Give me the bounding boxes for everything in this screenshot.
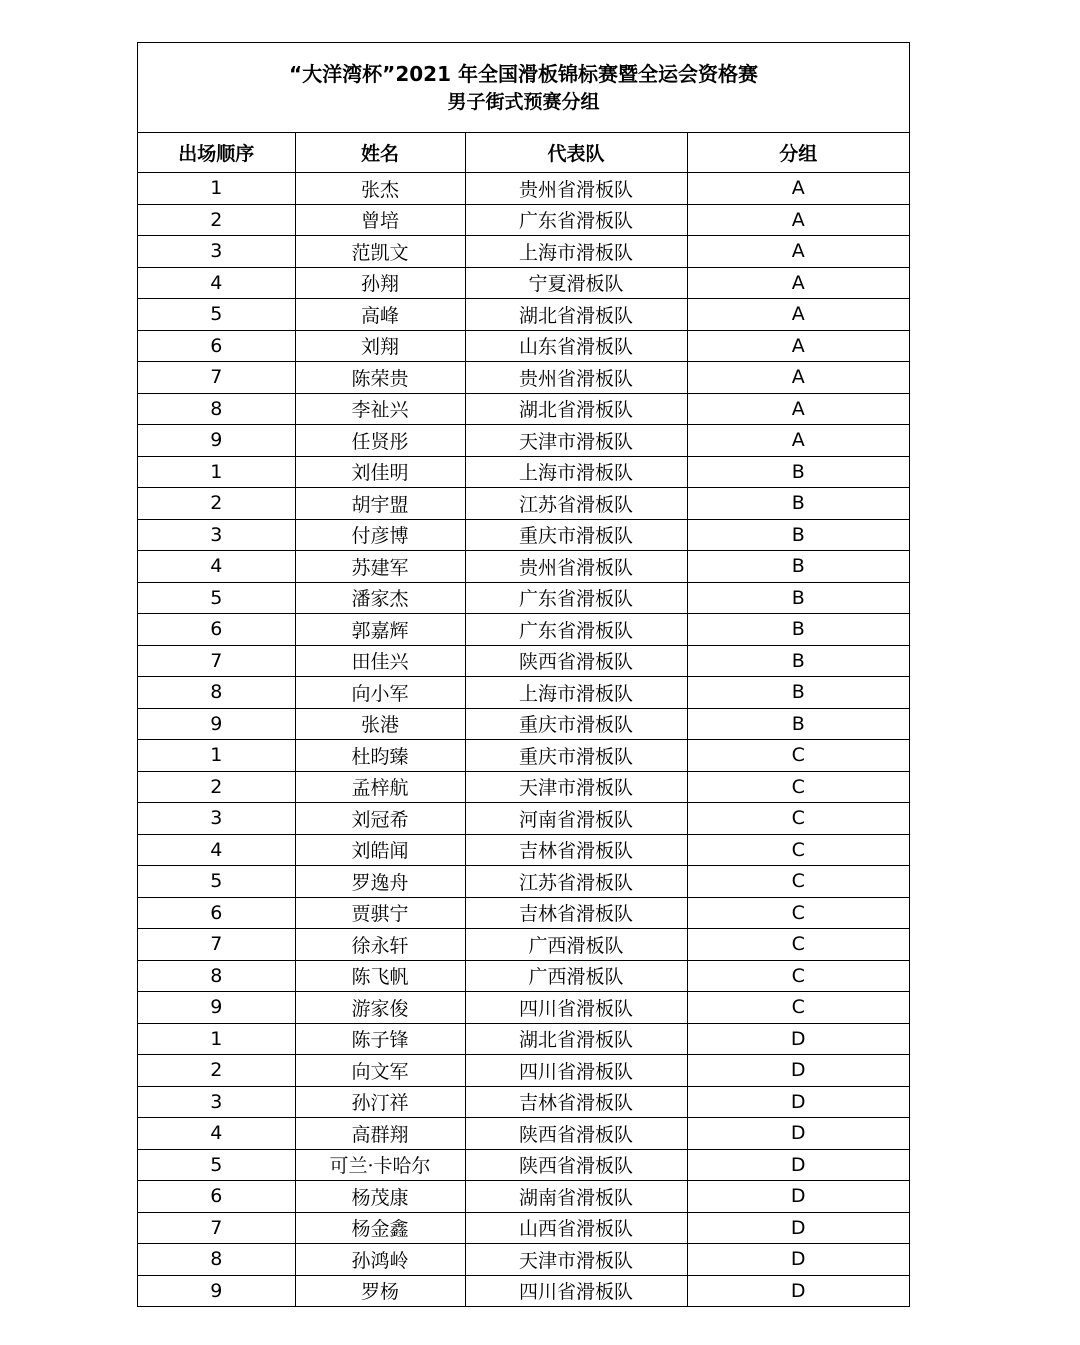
table-row	[138, 929, 909, 961]
group-cell: A	[687, 236, 909, 268]
athlete-name-cell: 陈飞帆	[295, 960, 465, 992]
document-title: “大洋湾杯”2021 年全国滑板锦标赛暨全运会资格赛	[289, 61, 758, 86]
athlete-name-cell: 贾骐宁	[295, 897, 465, 929]
table-row	[138, 299, 909, 331]
group-cell: B	[687, 519, 909, 551]
athlete-name-cell: 胡宇盟	[295, 488, 465, 520]
team-cell: 陕西省滑板队	[465, 1149, 687, 1181]
athlete-name-cell: 孙汀祥	[295, 1086, 465, 1118]
table-row	[138, 236, 909, 268]
group-cell: B	[687, 708, 909, 740]
order-cell: 7	[138, 929, 295, 961]
athlete-name-cell: 孙鸿岭	[295, 1244, 465, 1276]
team-cell: 上海市滑板队	[465, 677, 687, 709]
order-cell: 8	[138, 677, 295, 709]
athlete-name-cell: 杨茂康	[295, 1181, 465, 1213]
group-cell: A	[687, 204, 909, 236]
table-row	[138, 897, 909, 929]
group-cell: A	[687, 267, 909, 299]
group-cell: B	[687, 614, 909, 646]
order-cell: 9	[138, 708, 295, 740]
group-cell: D	[687, 1212, 909, 1244]
group-cell: C	[687, 740, 909, 772]
athlete-name-cell: 范凯文	[295, 236, 465, 268]
team-cell: 湖北省滑板队	[465, 393, 687, 425]
team-cell: 天津市滑板队	[465, 425, 687, 457]
order-cell: 6	[138, 1181, 295, 1213]
order-cell: 4	[138, 1118, 295, 1150]
order-cell: 7	[138, 1212, 295, 1244]
athlete-name-cell: 陈子锋	[295, 1023, 465, 1055]
team-cell: 广西滑板队	[465, 960, 687, 992]
table-row	[138, 1086, 909, 1118]
athlete-name-cell: 罗逸舟	[295, 866, 465, 898]
table-row	[138, 645, 909, 677]
athlete-name-cell: 付彦博	[295, 519, 465, 551]
table-row	[138, 519, 909, 551]
table-row	[138, 1055, 909, 1087]
order-cell: 9	[138, 425, 295, 457]
order-cell: 2	[138, 488, 295, 520]
group-cell: C	[687, 771, 909, 803]
team-cell: 河南省滑板队	[465, 803, 687, 835]
team-cell: 广东省滑板队	[465, 204, 687, 236]
schedule-document	[137, 42, 910, 1307]
athlete-name-cell: 杨金鑫	[295, 1212, 465, 1244]
group-table	[138, 133, 909, 1306]
table-row	[138, 1149, 909, 1181]
order-cell: 3	[138, 803, 295, 835]
order-cell: 6	[138, 897, 295, 929]
team-cell: 四川省滑板队	[465, 992, 687, 1024]
order-cell: 3	[138, 1086, 295, 1118]
table-row	[138, 992, 909, 1024]
athlete-name-cell: 罗杨	[295, 1275, 465, 1306]
table-row	[138, 267, 909, 299]
group-cell: D	[687, 1023, 909, 1055]
table-row	[138, 1275, 909, 1306]
group-cell: D	[687, 1149, 909, 1181]
team-cell: 重庆市滑板队	[465, 708, 687, 740]
order-cell: 4	[138, 551, 295, 583]
athlete-name-cell: 苏建军	[295, 551, 465, 583]
group-cell: A	[687, 173, 909, 205]
table-row	[138, 866, 909, 898]
table-row	[138, 582, 909, 614]
athlete-name-cell: 刘佳明	[295, 456, 465, 488]
athlete-name-cell: 徐永轩	[295, 929, 465, 961]
group-cell: A	[687, 362, 909, 394]
table-row	[138, 1212, 909, 1244]
team-cell: 湖北省滑板队	[465, 1023, 687, 1055]
table-row	[138, 960, 909, 992]
header-name: 姓名	[295, 133, 465, 173]
team-cell: 广东省滑板队	[465, 614, 687, 646]
order-cell: 1	[138, 1023, 295, 1055]
group-cell: D	[687, 1181, 909, 1213]
table-row	[138, 551, 909, 583]
group-cell: D	[687, 1275, 909, 1306]
group-cell: A	[687, 330, 909, 362]
table-row	[138, 1181, 909, 1213]
team-cell: 贵州省滑板队	[465, 173, 687, 205]
table-row	[138, 1244, 909, 1276]
table-row	[138, 488, 909, 520]
team-cell: 天津市滑板队	[465, 771, 687, 803]
team-cell: 江苏省滑板队	[465, 866, 687, 898]
athlete-name-cell: 杜昀臻	[295, 740, 465, 772]
athlete-name-cell: 孟梓航	[295, 771, 465, 803]
athlete-name-cell: 陈荣贵	[295, 362, 465, 394]
group-cell: A	[687, 393, 909, 425]
athlete-name-cell: 游家俊	[295, 992, 465, 1024]
group-cell: D	[687, 1086, 909, 1118]
table-row	[138, 173, 909, 205]
order-cell: 1	[138, 740, 295, 772]
athlete-name-cell: 刘冠希	[295, 803, 465, 835]
athlete-name-cell: 向小军	[295, 677, 465, 709]
order-cell: 9	[138, 992, 295, 1024]
athlete-name-cell: 任贤彤	[295, 425, 465, 457]
athlete-name-cell: 孙翔	[295, 267, 465, 299]
team-cell: 重庆市滑板队	[465, 519, 687, 551]
table-row	[138, 393, 909, 425]
team-cell: 广西滑板队	[465, 929, 687, 961]
athlete-name-cell: 曾培	[295, 204, 465, 236]
athlete-name-cell: 可兰·卡哈尔	[295, 1149, 465, 1181]
order-cell: 5	[138, 1149, 295, 1181]
table-row	[138, 456, 909, 488]
order-cell: 1	[138, 456, 295, 488]
group-cell: C	[687, 897, 909, 929]
team-cell: 广东省滑板队	[465, 582, 687, 614]
order-cell: 1	[138, 173, 295, 205]
order-cell: 9	[138, 1275, 295, 1306]
athlete-name-cell: 田佳兴	[295, 645, 465, 677]
group-cell: D	[687, 1244, 909, 1276]
order-cell: 5	[138, 299, 295, 331]
title-block	[138, 43, 909, 133]
athlete-name-cell: 张港	[295, 708, 465, 740]
athlete-name-cell: 潘家杰	[295, 582, 465, 614]
team-cell: 陕西省滑板队	[465, 645, 687, 677]
group-cell: C	[687, 992, 909, 1024]
table-row	[138, 362, 909, 394]
document-subtitle: 男子街式预赛分组	[447, 90, 600, 113]
team-cell: 贵州省滑板队	[465, 551, 687, 583]
table-row	[138, 677, 909, 709]
athlete-name-cell: 刘翔	[295, 330, 465, 362]
order-cell: 4	[138, 834, 295, 866]
team-cell: 陕西省滑板队	[465, 1118, 687, 1150]
group-cell: A	[687, 299, 909, 331]
group-cell: D	[687, 1118, 909, 1150]
athlete-name-cell: 郭嘉辉	[295, 614, 465, 646]
team-cell: 吉林省滑板队	[465, 834, 687, 866]
order-cell: 2	[138, 771, 295, 803]
header-order: 出场顺序	[138, 133, 295, 173]
team-cell: 吉林省滑板队	[465, 897, 687, 929]
athlete-name-cell: 刘皓闻	[295, 834, 465, 866]
order-cell: 8	[138, 960, 295, 992]
group-cell: A	[687, 425, 909, 457]
order-cell: 7	[138, 645, 295, 677]
team-cell: 上海市滑板队	[465, 236, 687, 268]
group-cell: C	[687, 960, 909, 992]
order-cell: 5	[138, 866, 295, 898]
group-cell: B	[687, 456, 909, 488]
athlete-name-cell: 张杰	[295, 173, 465, 205]
table-row	[138, 330, 909, 362]
group-cell: C	[687, 866, 909, 898]
team-cell: 四川省滑板队	[465, 1275, 687, 1306]
order-cell: 8	[138, 1244, 295, 1276]
table-row	[138, 614, 909, 646]
table-row	[138, 834, 909, 866]
table-row	[138, 740, 909, 772]
table-row	[138, 1118, 909, 1150]
order-cell: 3	[138, 236, 295, 268]
team-cell: 四川省滑板队	[465, 1055, 687, 1087]
order-cell: 6	[138, 614, 295, 646]
order-cell: 8	[138, 393, 295, 425]
order-cell: 4	[138, 267, 295, 299]
team-cell: 贵州省滑板队	[465, 362, 687, 394]
table-row	[138, 771, 909, 803]
header-row	[138, 133, 909, 173]
group-cell: B	[687, 645, 909, 677]
table-row	[138, 425, 909, 457]
order-cell: 3	[138, 519, 295, 551]
athlete-name-cell: 高群翔	[295, 1118, 465, 1150]
team-cell: 湖南省滑板队	[465, 1181, 687, 1213]
team-cell: 宁夏滑板队	[465, 267, 687, 299]
group-cell: D	[687, 1055, 909, 1087]
team-cell: 山东省滑板队	[465, 330, 687, 362]
athlete-name-cell: 向文军	[295, 1055, 465, 1087]
team-cell: 湖北省滑板队	[465, 299, 687, 331]
athlete-name-cell: 李祉兴	[295, 393, 465, 425]
team-cell: 重庆市滑板队	[465, 740, 687, 772]
team-cell: 天津市滑板队	[465, 1244, 687, 1276]
group-cell: C	[687, 834, 909, 866]
team-cell: 吉林省滑板队	[465, 1086, 687, 1118]
table-row	[138, 708, 909, 740]
order-cell: 7	[138, 362, 295, 394]
order-cell: 2	[138, 1055, 295, 1087]
header-team: 代表队	[465, 133, 687, 173]
order-cell: 2	[138, 204, 295, 236]
group-cell: C	[687, 929, 909, 961]
team-cell: 江苏省滑板队	[465, 488, 687, 520]
group-cell: B	[687, 677, 909, 709]
group-cell: B	[687, 488, 909, 520]
table-row	[138, 204, 909, 236]
team-cell: 上海市滑板队	[465, 456, 687, 488]
group-cell: C	[687, 803, 909, 835]
table-row	[138, 1023, 909, 1055]
group-cell: B	[687, 551, 909, 583]
table-body	[138, 173, 909, 1307]
table-row	[138, 803, 909, 835]
athlete-name-cell: 高峰	[295, 299, 465, 331]
order-cell: 6	[138, 330, 295, 362]
order-cell: 5	[138, 582, 295, 614]
header-group: 分组	[687, 133, 909, 173]
team-cell: 山西省滑板队	[465, 1212, 687, 1244]
group-cell: B	[687, 582, 909, 614]
